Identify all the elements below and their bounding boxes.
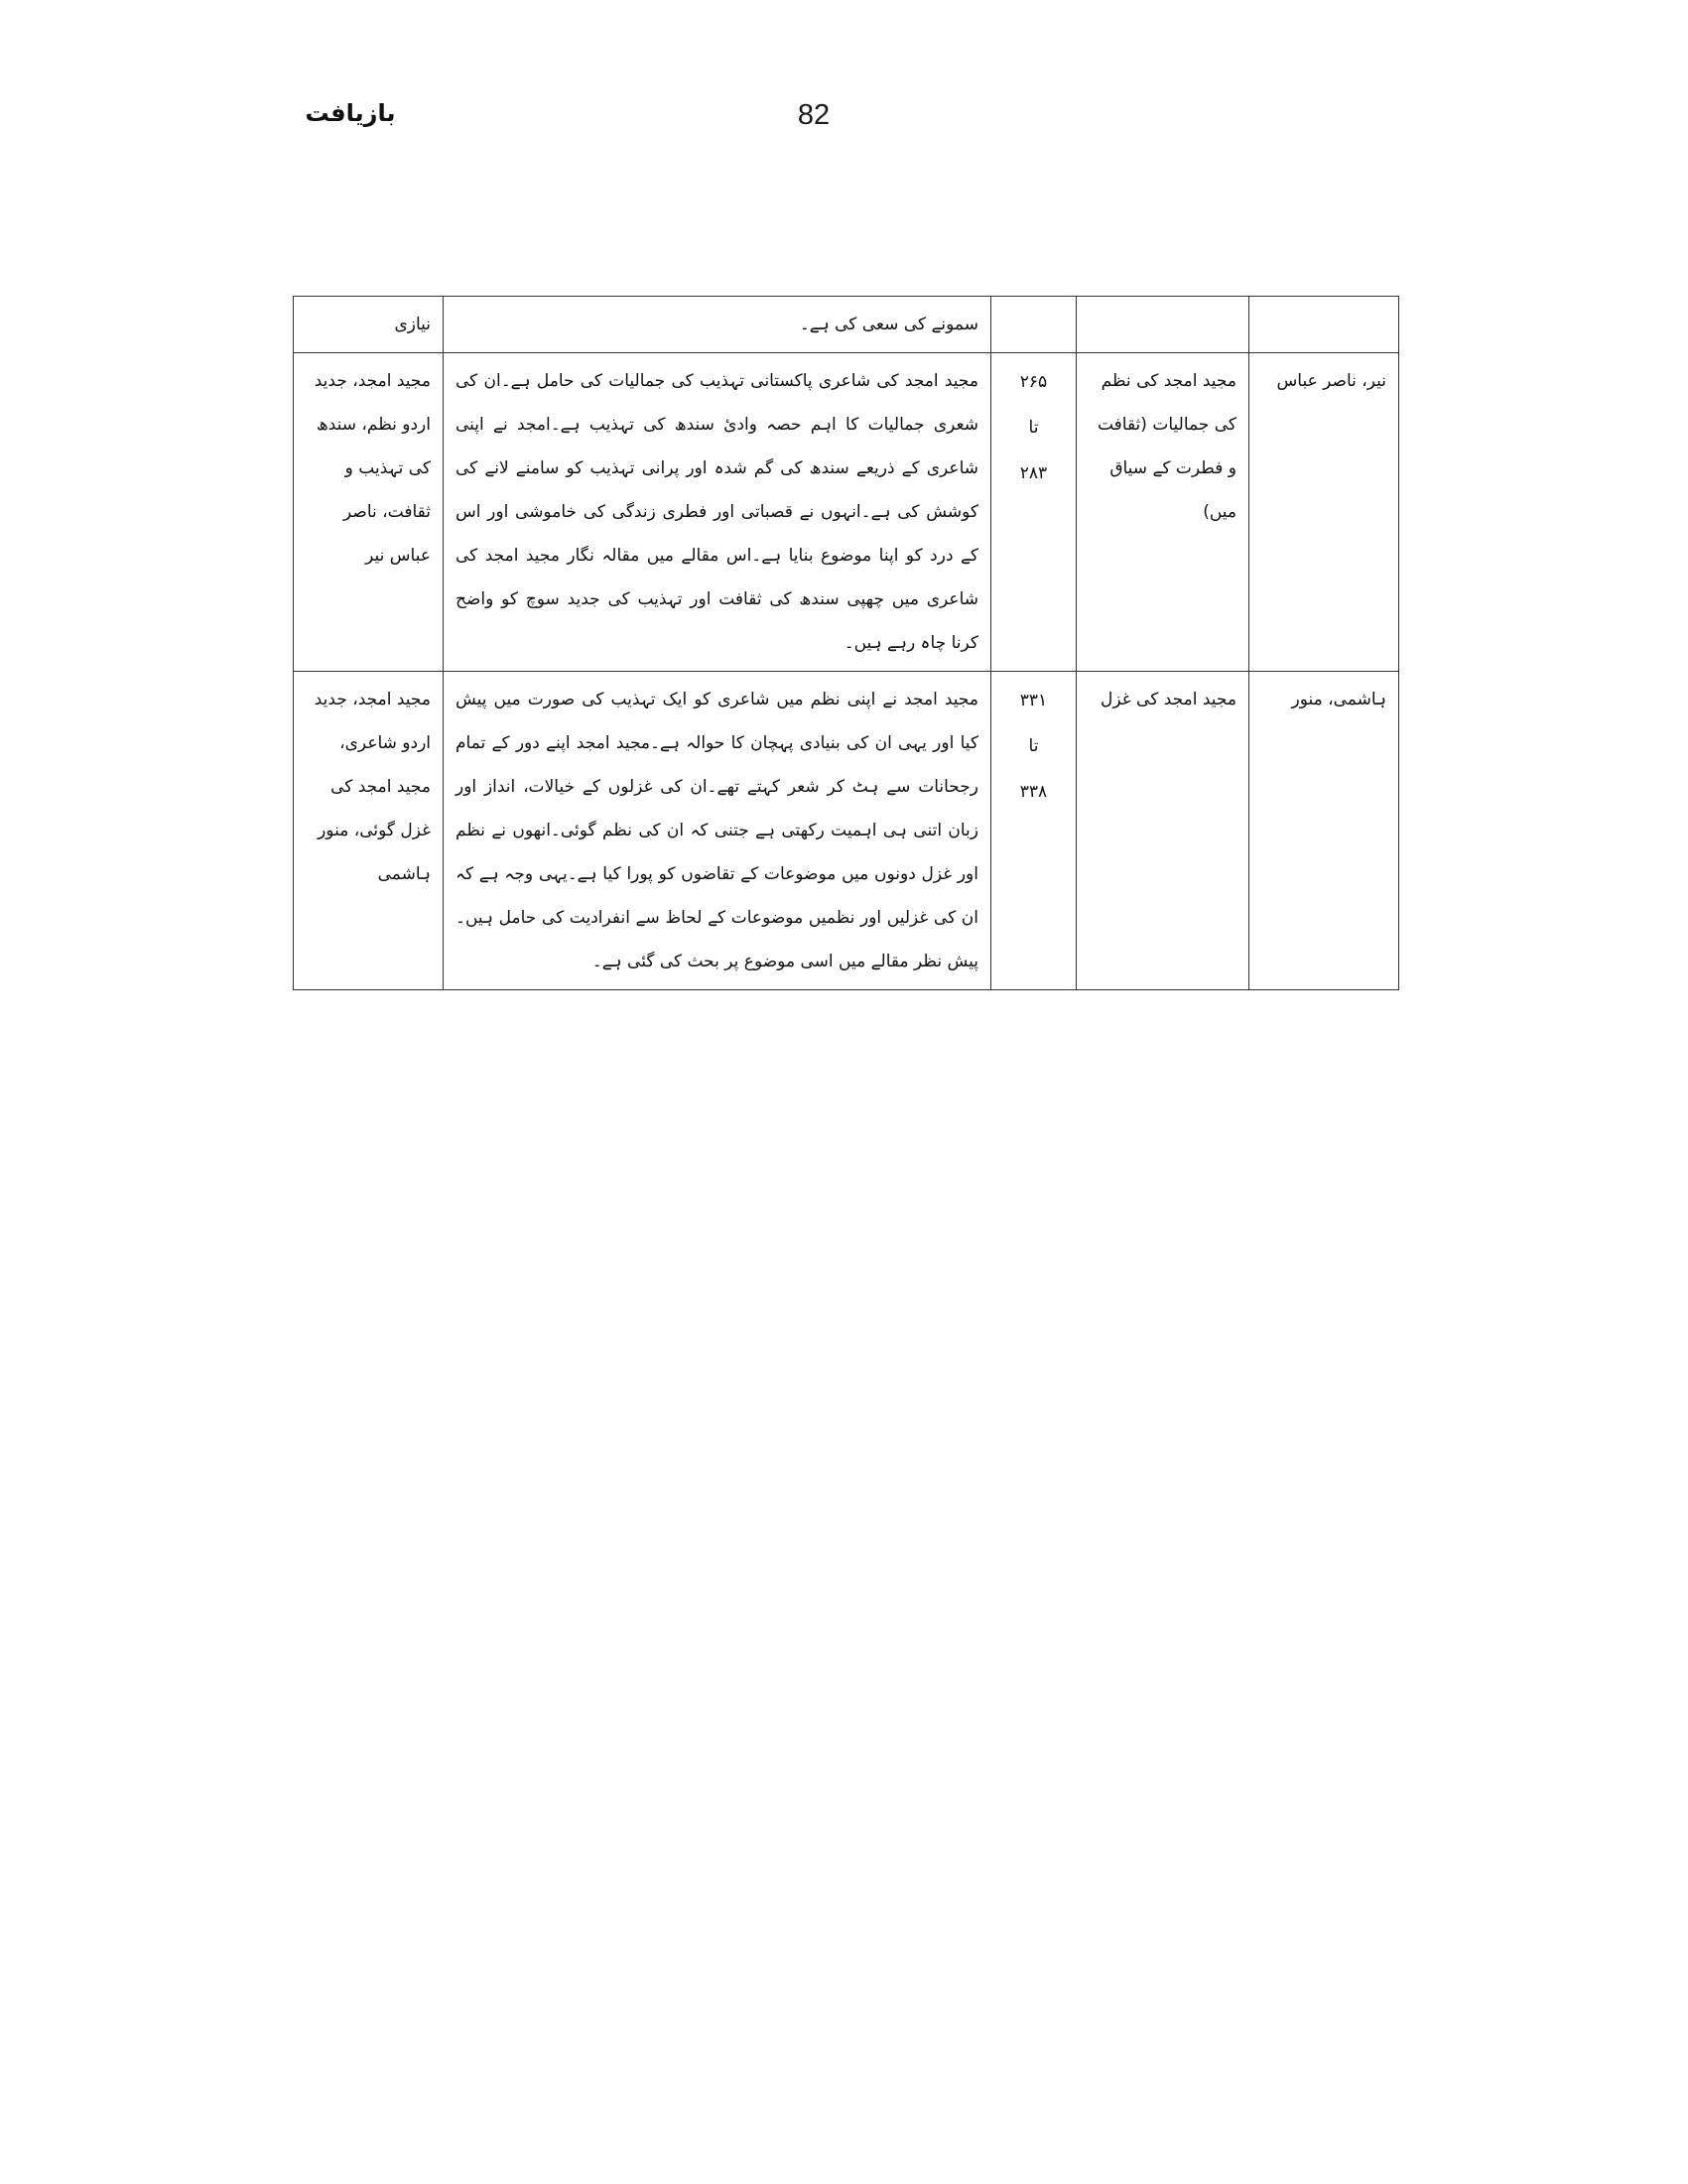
page-separator: تا	[1028, 418, 1039, 438]
table-row	[294, 672, 1399, 990]
pages-cell	[991, 672, 1077, 990]
keywords-cell: نیازی	[294, 297, 444, 353]
author-cell: نیر، ناصر عباس	[1249, 353, 1399, 672]
keywords-cell: مجید امجد، جدید اردو نظم، سندھ کی تہذیب و ثقافت، ناصر عباس نیر	[294, 353, 444, 672]
page-separator: تا	[1028, 736, 1039, 756]
title-cell	[1077, 297, 1249, 353]
page-start: ۳۳۱	[1019, 691, 1048, 710]
pages-cell	[991, 297, 1077, 353]
page-end: ۲۸۳	[1019, 463, 1048, 483]
table-row	[294, 297, 1399, 353]
abstract-cell: سمونے کی سعی کی ہے۔	[444, 297, 991, 353]
abstract-cell: مجید امجد کی شاعری پاکستانی تہذیب کی جمالیات کی حامل ہے۔ان کی شعری جمالیات کا اہم حصہ وادیٔ سندھ کی تہذیب ہے۔امجد نے اپنی شاعری کے ذریعے سندھ کی گم شدہ اور پرانی تہذیب کو سامنے لانے کی کوشش کی ہے۔انہوں نے قصباتی اور فطری زندگی کی خاموشی اور اس کے درد کو اپنا موضوع بنایا ہے۔اس مقالے میں مقالہ نگار مجید امجد کی شاعری میں چھپی سندھ کی ثقافت اور تہذیب کی جدید سوچ کو واضح کرنا چاہ رہے ہیں۔	[444, 353, 991, 672]
page-start: ۲۶۵	[1019, 372, 1048, 392]
journal-running-head: بازیافت	[305, 99, 396, 127]
table-row	[294, 353, 1399, 672]
keywords-cell: مجید امجد، جدید اردو شاعری، مجید امجد کی غزل گوئی، منور ہاشمی	[294, 672, 444, 990]
author-cell: ہاشمی، منور	[1249, 672, 1399, 990]
title-cell: مجید امجد کی غزل	[1077, 672, 1249, 990]
bibliography-table	[293, 296, 1399, 990]
page-end: ۳۳۸	[1019, 782, 1048, 802]
page-number: 82	[797, 99, 831, 131]
author-cell	[1249, 297, 1399, 353]
abstract-cell: مجید امجد نے اپنی نظم میں شاعری کو ایک تہذیب کی صورت میں پیش کیا اور یہی ان کی بنیادی پہچان کا حوالہ ہے۔مجید امجد اپنے دور کے تمام رجحانات سے ہٹ کر شعر کہتے تھے۔ان کی غزلوں کے خیالات، انداز اور زبان اتنی ہی اہمیت رکھتی ہے جتنی کہ ان کی نظم گوئی۔انھوں نے نظم اور غزل دونوں میں موضوعات کے تقاضوں کو پورا کیا ہے۔یہی وجہ ہے کہ ان کی غزلیں اور نظمیں موضوعات کے لحاظ سے انفرادیت کی حامل ہیں۔پیش نظر مقالے میں اسی موضوع پر بحث کی گئی ہے۔	[444, 672, 991, 990]
pages-cell	[991, 353, 1077, 672]
title-cell: مجید امجد کی نظم کی جمالیات (ثقافت و فطرت کے سیاق میں)	[1077, 353, 1249, 672]
